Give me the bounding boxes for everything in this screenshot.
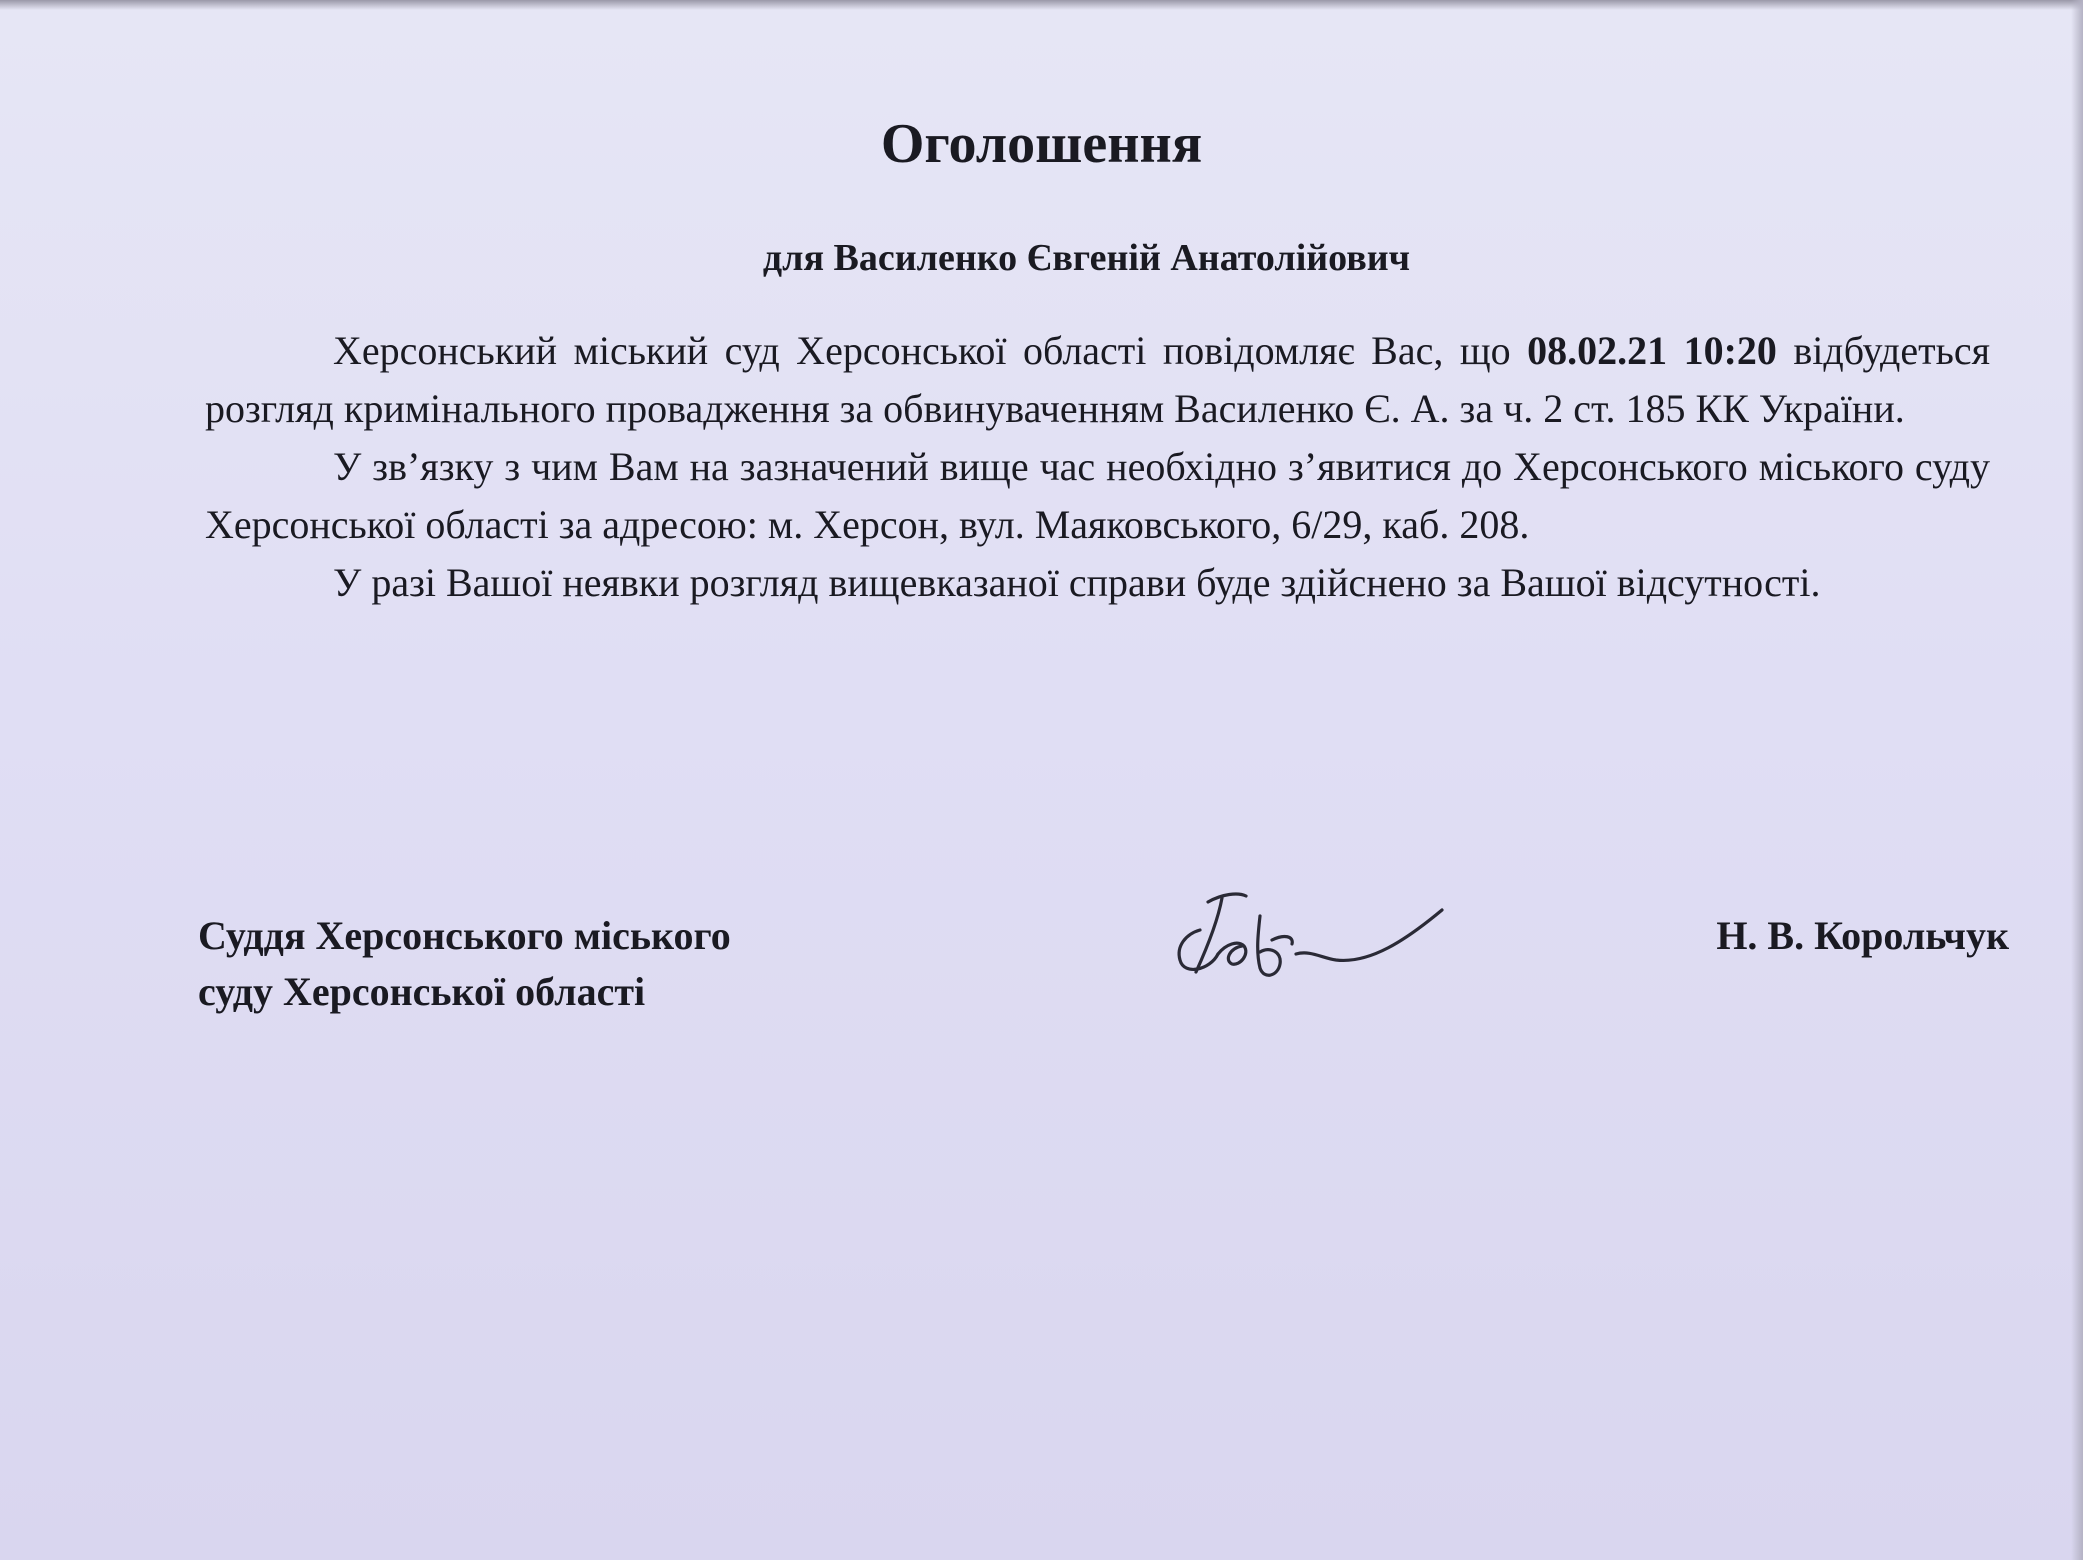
- signer-position-line-1: Суддя Херсонського міського: [198, 913, 731, 958]
- hearing-datetime: 08.02.21 10:20: [1527, 328, 1777, 373]
- paragraph-1-part-2: відбудеться розгляд кримінального провадження за обвинуваченням Василенко Є. А. за ч. 2 ст. 185 КК України.: [205, 328, 1991, 431]
- signer-name: Н. В. Корольчук: [1716, 913, 2009, 958]
- paper-top-edge-shadow: [0, 0, 2083, 10]
- paragraph-absence-notice: У разі Вашої неявки розгляд вищевказаної справи буде здійснено за Вашої відсутності.: [333, 560, 1821, 605]
- paragraph-hearing-notice: [205, 322, 1990, 438]
- paragraph-1-part-1: Херсонський міський суд Херсонської області повідомляє Вас, що: [333, 328, 1528, 373]
- document-title: Оголошення: [880, 113, 1203, 175]
- signer-position: [198, 908, 958, 1020]
- document-body: [205, 322, 1990, 612]
- paragraph-appearance-address: У зв’язку з чим Вам на зазначений вище час необхідно з’явитися до Херсонського міського суду Херсонської області за адресою: м. Херсон, вул. Маяковського, 6/29, каб. 208.: [205, 444, 1990, 547]
- signer-position-line-2: суду Херсонської області: [198, 969, 646, 1014]
- paper-right-edge-shadow: [2071, 0, 2083, 1560]
- document-addressee: для Василенко Євгеній Анатолійович: [762, 237, 1411, 279]
- handwritten-signature: [1160, 880, 1450, 990]
